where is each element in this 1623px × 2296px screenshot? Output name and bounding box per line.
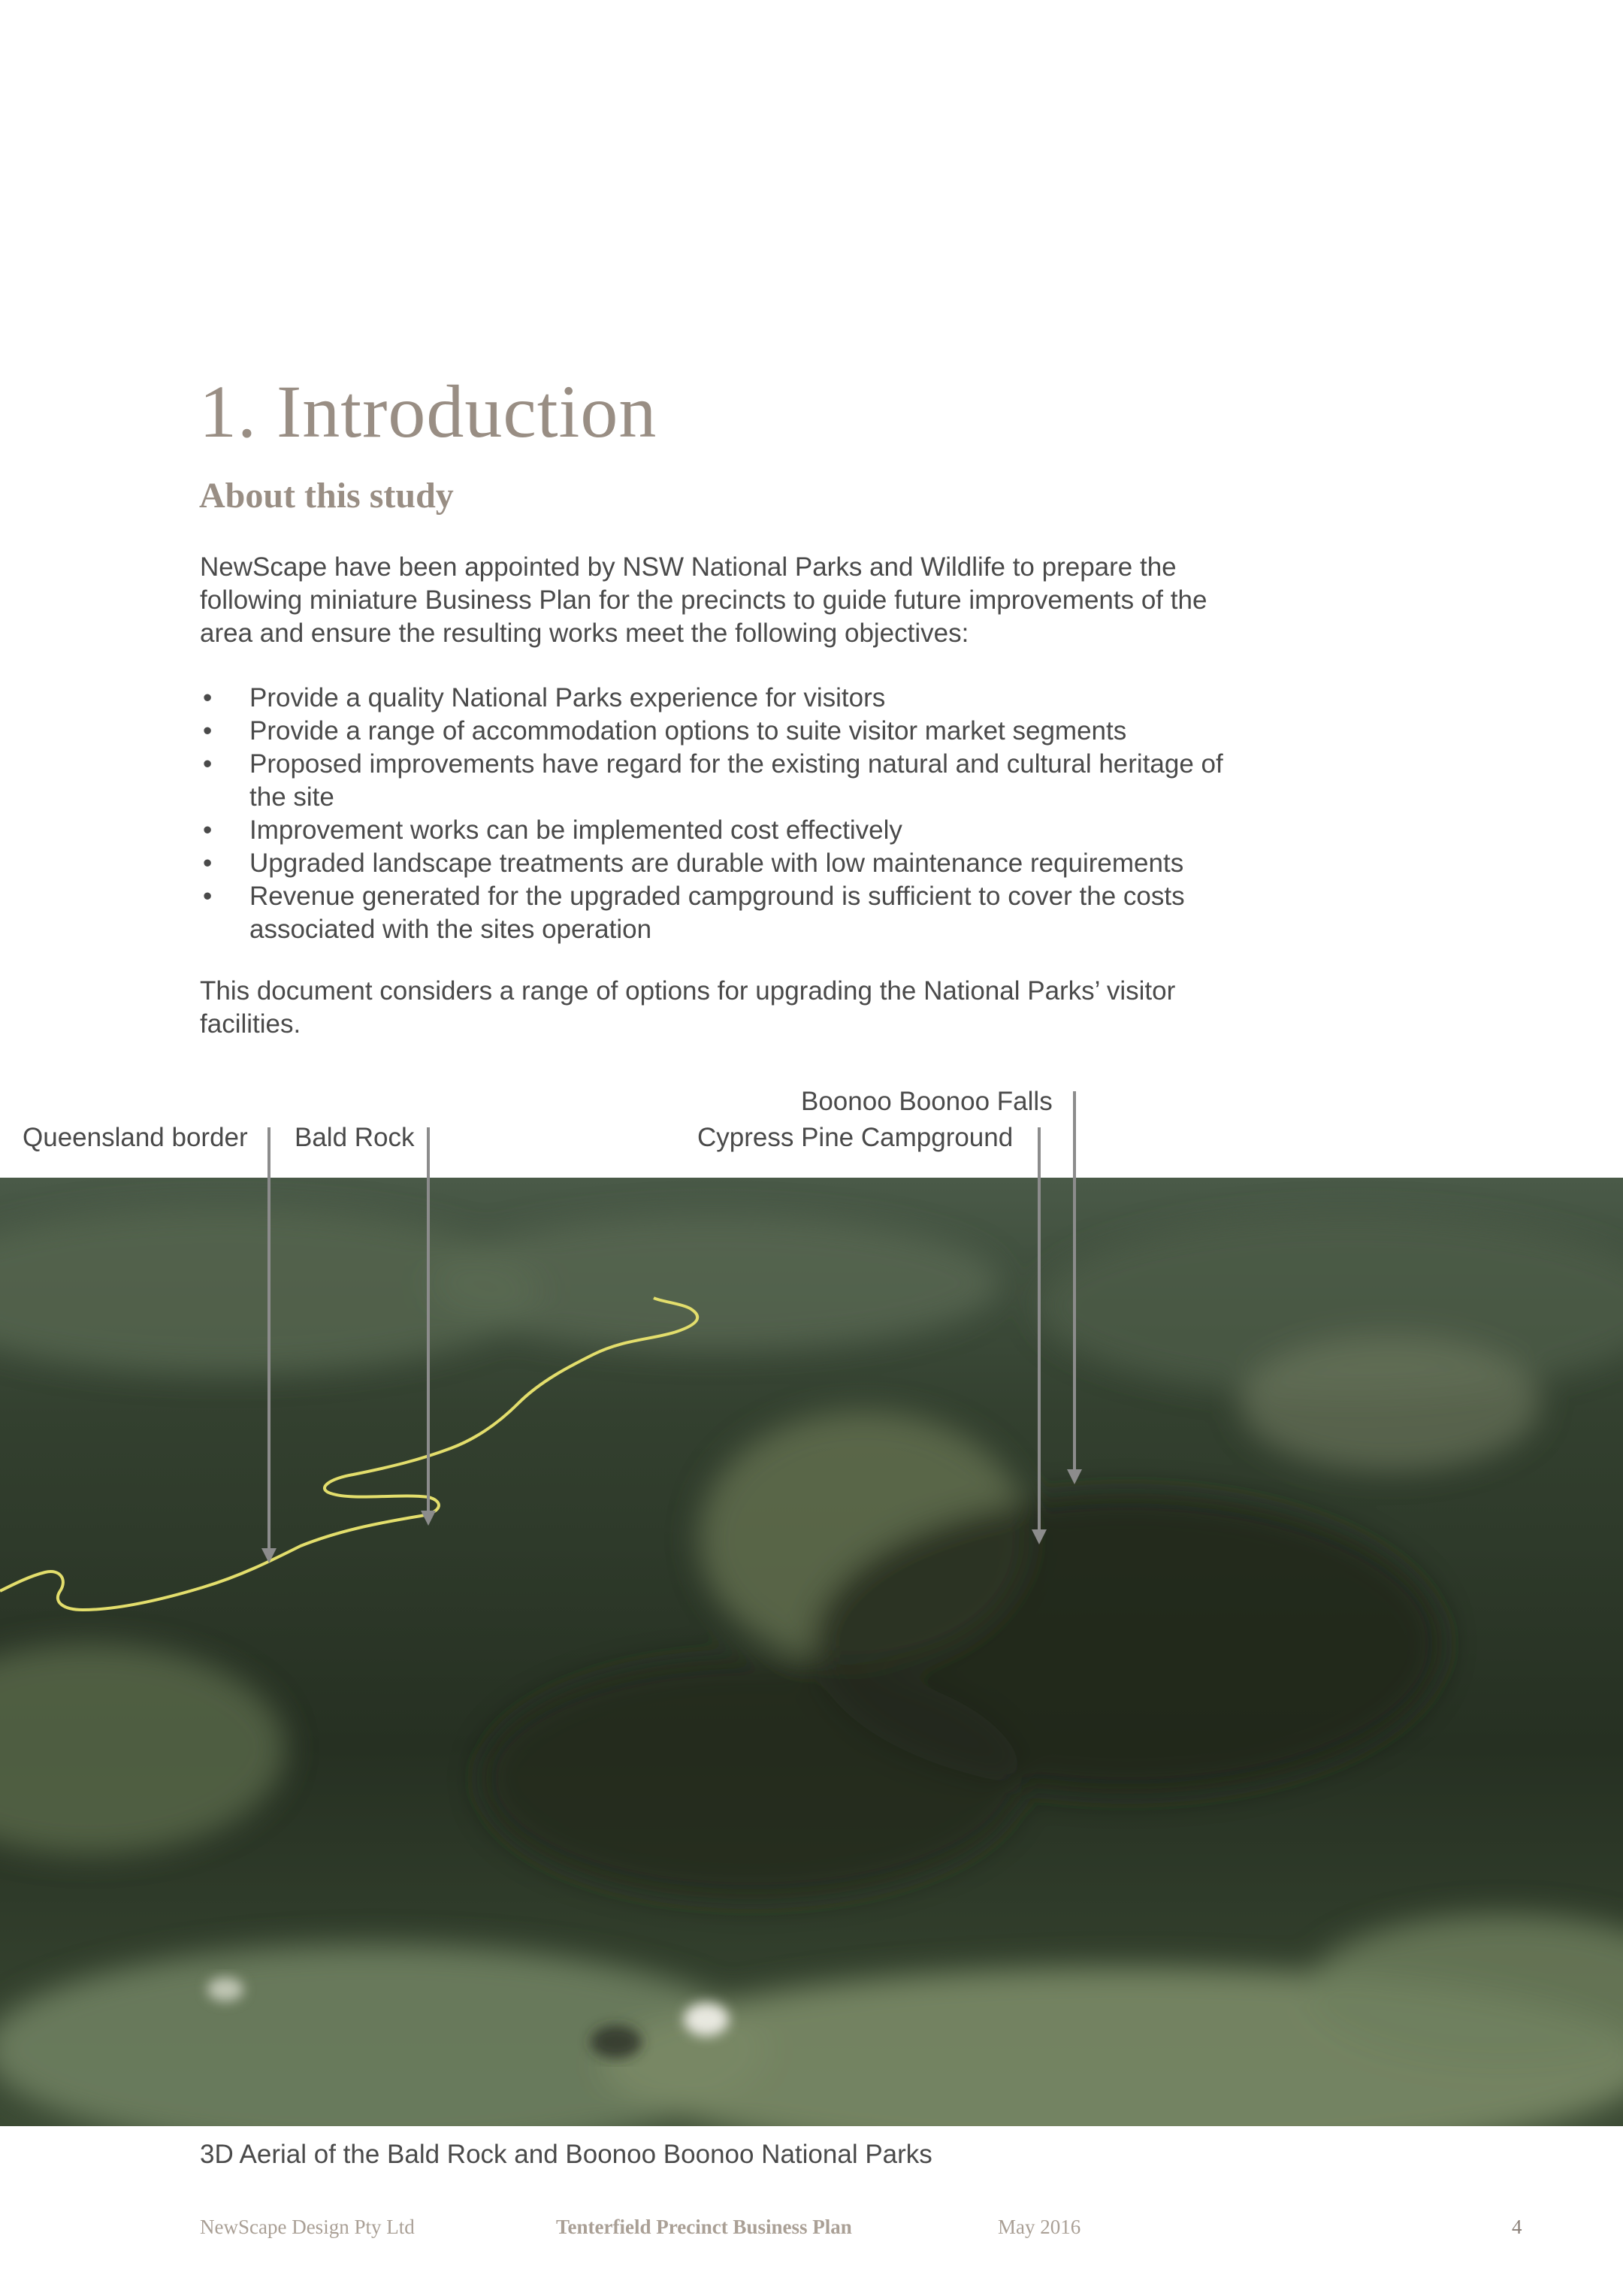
aerial-map-image <box>0 1178 1623 2126</box>
objectives-list <box>200 682 1267 946</box>
label-queensland-border: Queensland border <box>23 1123 248 1152</box>
figure-caption: 3D Aerial of the Bald Rock and Boonoo Boonoo National Parks <box>200 2140 932 2169</box>
page-title: 1. Introduction <box>199 370 657 453</box>
list-item: • Improvement works can be implemented cost effectively <box>200 814 1267 847</box>
list-item: • Upgraded landscape treatments are durable with low maintenance requirements <box>200 847 1267 880</box>
list-item: • Provide a range of accommodation options to suite visitor market segments <box>200 715 1267 748</box>
list-item: • Proposed improvements have regard for the existing natural and cultural heritage of the site <box>200 748 1267 814</box>
label-cypress-pine-campground: Cypress Pine Campground <box>697 1123 1014 1152</box>
page-number: 4 <box>1512 2216 1522 2238</box>
section-subtitle: About this study <box>199 476 454 516</box>
list-item: • Revenue generated for the upgraded campground is sufficient to cover the costs associated with the sites operation <box>200 880 1267 946</box>
closing-paragraph: This document considers a range of options for upgrading the National Parks’ visitor facilities. <box>200 976 1176 1039</box>
footer-date: May 2016 <box>998 2216 1081 2238</box>
list-item: • Provide a quality National Parks experience for visitors <box>200 682 1267 715</box>
label-boonoo-boonoo-falls: Boonoo Boonoo Falls <box>801 1087 1053 1116</box>
intro-paragraph: NewScape have been appointed by NSW National Parks and Wildlife to prepare the following miniature Business Plan for the precincts to guide future improvements of the area and ensure the resulting works meet the following objectives: <box>200 552 1207 648</box>
footer-document-title: Tenterfield Precinct Business Plan <box>556 2216 852 2238</box>
footer-company: NewScape Design Pty Ltd <box>200 2216 415 2238</box>
label-bald-rock: Bald Rock <box>295 1123 415 1152</box>
